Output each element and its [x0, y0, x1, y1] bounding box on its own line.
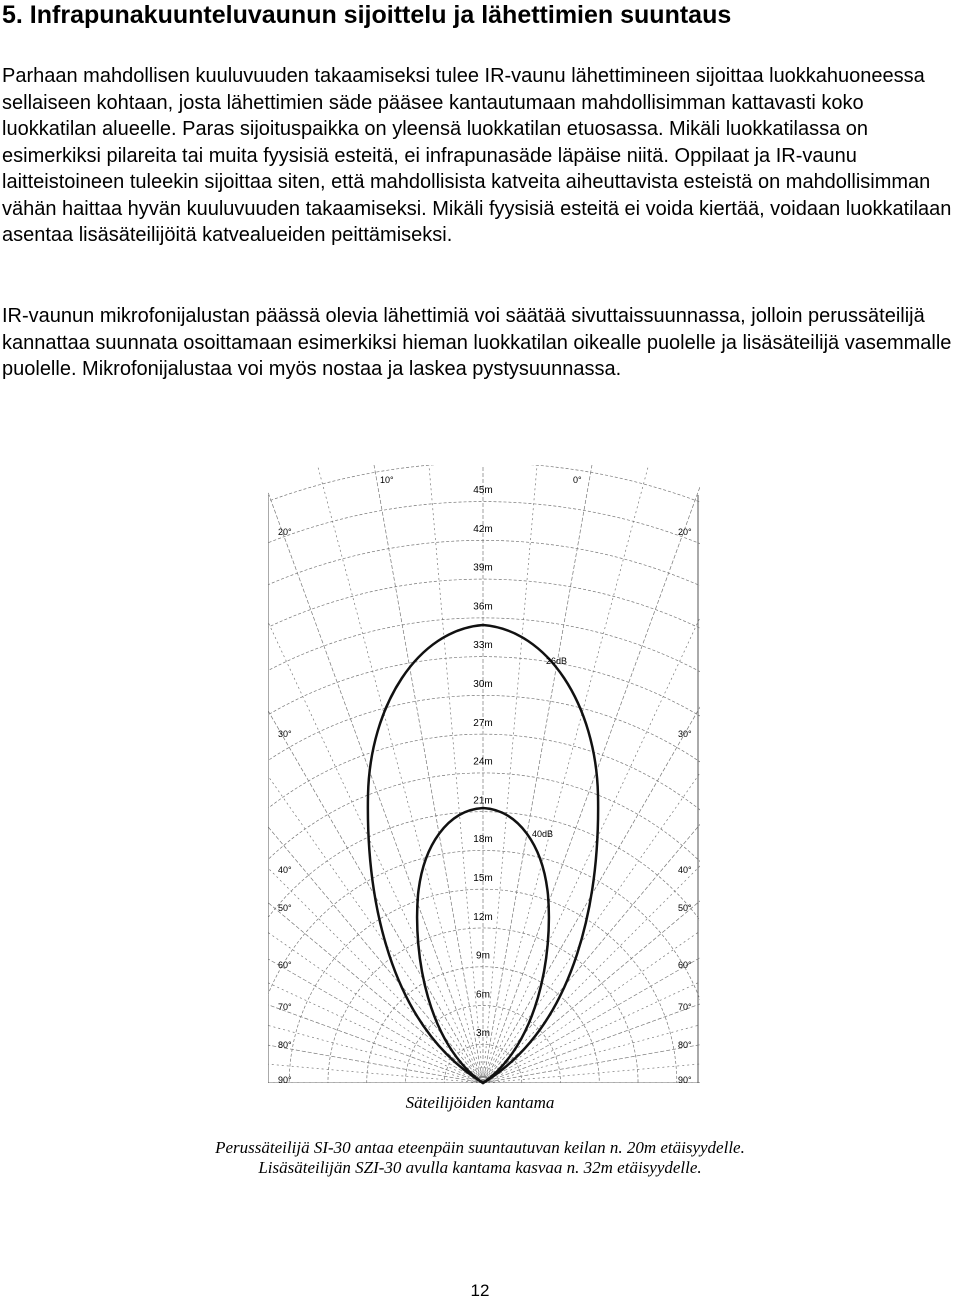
grid-radial	[483, 961, 700, 1083]
angle-label-right: 0°	[573, 475, 582, 485]
angle-label-left: 40°	[278, 865, 292, 875]
figure-caption-title: Säteilijöiden kantama	[405, 1093, 555, 1112]
distance-label: 36m	[473, 601, 493, 613]
grid-radial	[483, 465, 700, 1083]
distance-label: 42m	[473, 523, 493, 535]
curve-label-outer: 26dB	[546, 656, 568, 666]
section-heading: 5. Infrapunakuunteluvaunun sijoittelu ja lähettimien suuntaus	[2, 1, 732, 29]
page-number: 12	[470, 1281, 490, 1300]
grid-radial	[268, 477, 483, 1083]
distance-label: 3m	[476, 1028, 490, 1040]
curve-label-inner: 40dB	[532, 829, 554, 839]
angle-label-right: 80°	[678, 1040, 692, 1050]
angle-label-right: 50°	[678, 903, 692, 913]
grid-radial	[483, 633, 700, 1083]
grid-radial	[483, 465, 605, 1083]
angle-label-left: 10°	[380, 475, 394, 485]
grid-radial	[268, 588, 483, 1083]
grid-radial	[268, 465, 483, 1083]
distance-label: 18m	[473, 834, 493, 846]
angle-label-left: 30°	[278, 729, 292, 739]
distance-label: 9m	[476, 950, 490, 962]
grid-radial	[268, 465, 483, 1083]
angle-label-right: 20°	[678, 527, 692, 537]
angle-label-left: 20°	[278, 527, 292, 537]
grid-radial	[422, 465, 483, 1083]
grid-radial	[483, 1022, 700, 1083]
grid-radial	[361, 465, 483, 1083]
distance-label: 27m	[473, 717, 493, 729]
angle-label-left: 80°	[278, 1040, 292, 1050]
distance-label: 12m	[473, 911, 493, 923]
angle-label-left: 60°	[278, 960, 292, 970]
angle-label-left: 90°	[278, 1075, 292, 1085]
grid-radial	[483, 547, 700, 1083]
distance-label: 21m	[473, 795, 493, 807]
distance-label: 45m	[473, 485, 493, 496]
grid-radial	[268, 510, 483, 1083]
grid-radial	[483, 510, 700, 1083]
distance-label: 6m	[476, 989, 490, 1001]
angle-label-right: 90°	[678, 1075, 692, 1085]
distance-label: 30m	[473, 679, 493, 690]
diagram-labels	[278, 475, 692, 1085]
grid-arc	[268, 540, 700, 1090]
grid-radial	[483, 588, 700, 1083]
paragraph-adjustment: IR-vaunun mikrofonijalustan päässä olevia lähettimiä voi säätää sivuttaissuunnassa, jolloin perussäteilijä kannattaa suunnata osoittamaan esimerkiksi hieman luokkatilan oikealle puolelle ja lisäsäteilijä vasemmalle puolelle. Mikrofonijalustaa voi myös nostaa ja laskea pystysuunnassa.	[2, 305, 952, 380]
caption-line-1: Perussäteilijä SI-30 antaa eteenpäin suuntautuvan keilan n. 20m etäisyydelle.	[215, 1138, 745, 1157]
grid-radial	[268, 547, 483, 1083]
distance-label: 24m	[473, 756, 493, 768]
paragraph-placement: Parhaan mahdollisen kuuluvuuden takaamiseksi tulee IR-vaunu lähettimineen sijoittaa luokkahuoneessa sellaiseen kohtaan, josta lähettimien säde pääsee kantautumaan mahdollisimman kattavasti koko luokkatilan alueelle. Paras sijoituspaikka on yleensä luokkatilan etuosassa. Mikäli luokkatilassa on esimerkiksi pilareita tai muita fyysisiä esteitä, ei infrapunasäde läpäise niitä. Oppilaat ja IR-vaunu laitteistoineen tuleekin sijoittaa siten, että mahdollisista katveita aiheuttavista esteistä on mahdollisimman vähän haittaa hyvän kuuluvuuden takaamiseksi. Mikäli fyysisiä esteitä ei voida kiertää, voidaan luokkatilaan asentaa lisäsäteilijöitä katvealueiden peittämiseksi.	[2, 65, 952, 246]
grid-arc	[268, 850, 700, 1090]
figure-caption-note	[0, 1138, 960, 1178]
angle-label-right: 30°	[678, 729, 692, 739]
distance-label: 39m	[473, 562, 493, 574]
grid-radial	[268, 633, 483, 1083]
grid-radial	[268, 1022, 483, 1083]
angle-label-left: 50°	[278, 903, 292, 913]
distance-label: 15m	[473, 873, 493, 884]
grid-radial	[483, 465, 700, 1083]
angle-label-right: 60°	[678, 960, 692, 970]
angle-label-right: 70°	[678, 1002, 692, 1012]
grid-radial	[483, 465, 544, 1083]
distance-label: 33m	[473, 640, 493, 652]
grid-radial	[483, 787, 700, 1083]
radiation-pattern-diagram	[268, 465, 700, 1090]
grid-radial	[483, 733, 700, 1083]
angle-label-left: 70°	[278, 1002, 292, 1012]
angle-label-right: 40°	[678, 865, 692, 875]
caption-line-2: Lisäsäteilijän SZI-30 avulla kantama kasvaa n. 32m etäisyydelle.	[258, 1158, 702, 1177]
